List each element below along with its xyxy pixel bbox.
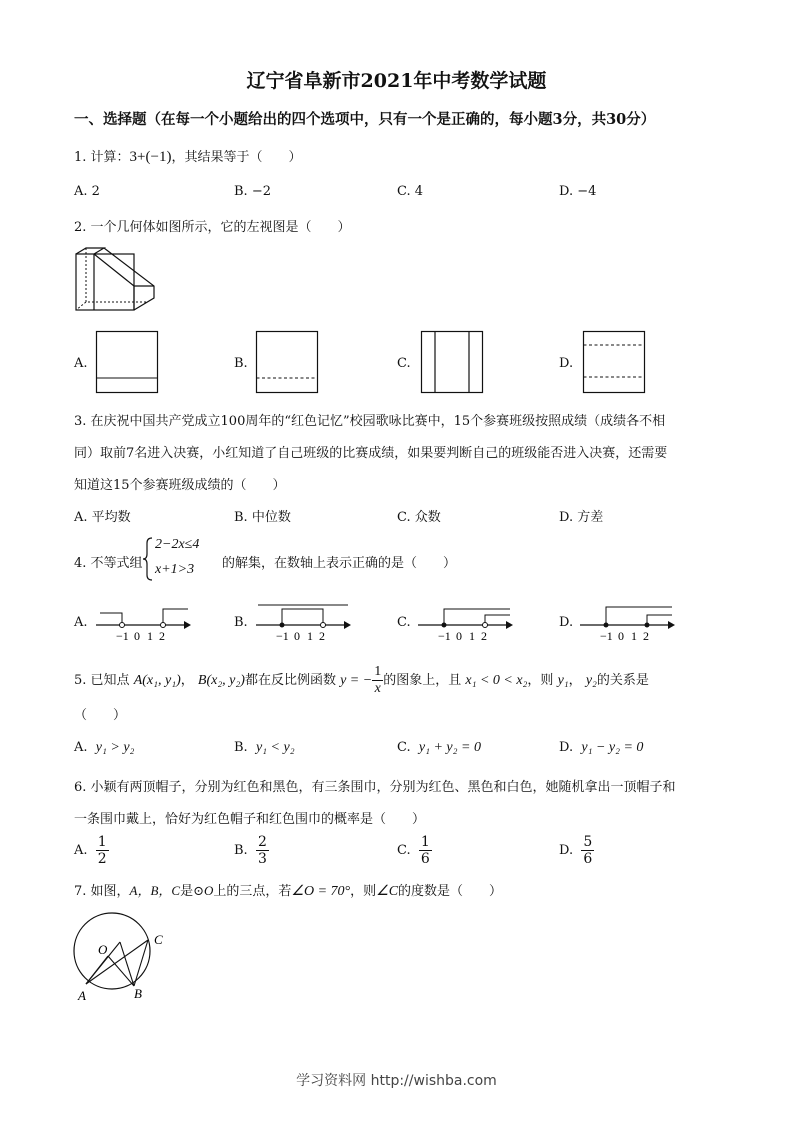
q5-func-denominator: x — [374, 681, 381, 696]
q7-points: A，B，C — [129, 883, 181, 898]
q4c-tick-1: 1 — [469, 629, 475, 643]
q1-option-b[interactable]: B. −2 — [234, 184, 271, 199]
q6-option-a[interactable] — [74, 834, 109, 867]
q5-stem-b: 都在反比例函数 — [244, 673, 336, 688]
q4-option-c-letter[interactable]: C. — [397, 615, 411, 630]
question-2-stem: 2. 一个几何体如图所示，它的左视图是（ ） — [74, 220, 351, 235]
q4b-tick-neg1: −1 — [276, 629, 289, 643]
q3-option-a[interactable]: A. 平均数 — [74, 510, 131, 525]
q5-option-c-letter: C. — [397, 740, 411, 755]
q6-line-1: 6. 小颖有两顶帽子，分别为红色和黑色，有三条围巾，分别为红色、黑色和白色，她随机拿出一顶帽子和 — [74, 780, 676, 795]
q6-a-numerator: 1 — [97, 834, 107, 850]
q2-option-b-letter[interactable]: B. — [234, 356, 248, 371]
q6-a-denominator: 2 — [97, 851, 107, 867]
q6-option-b[interactable] — [234, 834, 269, 867]
q6-option-d-letter: D. — [559, 843, 574, 858]
q5-stem-d: ，则 — [527, 673, 554, 688]
q4-stem-a: 4. 不等式组 — [74, 556, 143, 571]
q5-sep: ， — [180, 673, 194, 688]
q6-d-numerator: 5 — [583, 834, 593, 850]
q5-stem-e: 的关系是 — [596, 673, 649, 688]
q7-stem-a: 7. 如图， — [74, 884, 130, 899]
q6-option-d[interactable] — [559, 834, 594, 867]
q7-label-o: O — [98, 942, 108, 957]
q7-angle-c: ∠C — [376, 884, 399, 899]
q7-label-c: C — [154, 932, 163, 947]
q6-option-d-fraction — [581, 834, 594, 867]
q6-option-a-fraction — [96, 834, 109, 867]
q3-line-2: 同）取前7名进入决赛，小红知道了自己班级的比赛成绩，如果要判断自己的班级能否进入决赛，还需要 — [74, 446, 668, 461]
q5-y1: y₁ — [557, 673, 569, 688]
q6-option-c[interactable] — [397, 834, 432, 867]
left-brace-icon — [143, 537, 153, 581]
q4b-tick-2: 2 — [319, 629, 325, 643]
page-title: 辽宁省阜新市2021年中考数学试题 — [246, 70, 547, 92]
q5-option-a[interactable] — [74, 740, 134, 756]
q6-d-denominator: 6 — [583, 851, 593, 867]
q4a-tick-0: 0 — [134, 629, 140, 643]
q4b-tick-1: 1 — [307, 629, 313, 643]
question-1-stem — [74, 146, 301, 166]
q4d-tick-neg1: −1 — [600, 629, 613, 643]
q2-option-a-figure[interactable] — [96, 331, 158, 393]
q6-b-numerator: 2 — [257, 834, 267, 850]
q5-y2: y₂ — [585, 673, 597, 688]
question-5-stem — [74, 664, 649, 697]
q5-condition: x₁ < 0 < x₂ — [465, 673, 528, 688]
q7-circle-figure — [70, 914, 170, 1004]
q5-option-d-expr: y₁ − y₂ = 0 — [581, 740, 644, 755]
footer-watermark: 学习资料网 http://wishba.com — [296, 1073, 497, 1089]
q2-option-d-figure[interactable] — [583, 331, 645, 393]
q7-stem-c: 上的三点，若 — [213, 884, 292, 899]
q4d-tick-2: 2 — [643, 629, 649, 643]
q5-option-c-expr: y₁ + y₂ = 0 — [418, 740, 481, 755]
q4-stem-b: 的解集，在数轴上表示正确的是（ ） — [222, 556, 457, 571]
q7-condition: ∠O = 70° — [291, 884, 351, 899]
q6-c-numerator: 1 — [420, 834, 430, 850]
q1-option-d[interactable]: D. −4 — [559, 184, 597, 199]
q4b-tick-0: 0 — [294, 629, 300, 643]
q6-option-c-fraction — [419, 834, 432, 867]
q5-option-a-expr: y₁ > y₂ — [95, 740, 135, 755]
q7-center-o: O — [204, 883, 214, 898]
q7-label-b: B — [134, 986, 142, 1001]
q2-option-c-figure[interactable] — [421, 331, 483, 393]
q4-option-d-number-line[interactable] — [580, 603, 680, 643]
q5-option-b-letter: B. — [234, 740, 248, 755]
q7-stem-e: 的度数是（ ） — [398, 884, 503, 899]
q3-option-d[interactable]: D. 方差 — [559, 510, 604, 525]
q2-option-c-letter[interactable]: C. — [397, 356, 411, 371]
q4c-tick-neg1: −1 — [438, 629, 451, 643]
q5-stem-a: 5. 已知点 — [74, 673, 130, 688]
q5-function-lhs: y = − — [340, 673, 373, 688]
q4-option-c-number-line[interactable] — [418, 603, 518, 643]
q4d-tick-1: 1 — [631, 629, 637, 643]
q4-option-b-number-line[interactable] — [256, 603, 356, 643]
q7-label-a: A — [78, 988, 86, 1003]
q4a-tick-neg1: −1 — [116, 629, 129, 643]
q3-option-b[interactable]: B. 中位数 — [234, 510, 291, 525]
q3-line-3: 知道这15个参赛班级成绩的（ ） — [74, 478, 286, 493]
q4-inequality-1: 2−2x≤4 — [155, 537, 200, 552]
q1-expression: 3+(−1) — [129, 149, 172, 165]
q4-inequality-2: x+1>3 — [155, 562, 195, 577]
q1-option-a[interactable]: A. 2 — [74, 184, 100, 199]
q4c-tick-0: 0 — [456, 629, 462, 643]
q4-option-d-letter[interactable]: D. — [559, 615, 574, 630]
q3-option-c[interactable]: C. 众数 — [397, 510, 441, 525]
q4d-tick-0: 0 — [618, 629, 624, 643]
q5-option-a-letter: A. — [74, 740, 88, 755]
q5-option-d[interactable] — [559, 740, 643, 756]
q4a-tick-2: 2 — [159, 629, 165, 643]
q6-c-denominator: 6 — [420, 851, 430, 867]
q6-option-a-letter: A. — [74, 843, 88, 858]
q4-option-a-number-line[interactable] — [96, 603, 196, 643]
q5-point-a: A(x₁, y₁) — [133, 673, 181, 688]
q5-option-d-letter: D. — [559, 740, 574, 755]
q4-option-b-letter[interactable]: B. — [234, 615, 248, 630]
q5-option-c[interactable] — [397, 740, 481, 756]
q7-stem-d: ，则 — [350, 884, 377, 899]
q5-answer-paren: （ ） — [74, 708, 127, 723]
q5-function-fraction — [372, 664, 383, 697]
q2-solid-figure — [74, 246, 158, 314]
q5-option-b[interactable] — [234, 740, 295, 756]
q7-stem-b: 是⊙ — [180, 884, 205, 899]
q4c-tick-2: 2 — [481, 629, 487, 643]
q4a-tick-1: 1 — [147, 629, 153, 643]
q1-stem-b: ，其结果等于（ ） — [171, 150, 302, 165]
q1-stem-a: 1. 计算： — [74, 150, 130, 165]
q6-b-denominator: 3 — [257, 851, 267, 867]
q2-option-a-letter[interactable]: A. — [74, 356, 88, 371]
q2-option-b-figure[interactable] — [256, 331, 318, 393]
q1-option-c[interactable]: C. 4 — [397, 184, 424, 199]
q3-line-1: 3. 在庆祝中国共产党成立100周年的“红色记忆”校园歌咏比赛中，15个参赛班级按照成绩（成绩各不相 — [74, 414, 666, 429]
question-7-stem — [74, 880, 502, 900]
section-heading: 一、选择题（在每一个小题给出的四个选项中，只有一个是正确的，每小题3分，共30分） — [74, 111, 656, 128]
q5-comma: ， — [568, 673, 582, 688]
q5-func-numerator: 1 — [374, 664, 382, 679]
q5-stem-c: 的图象上，且 — [383, 673, 462, 688]
q5-point-b: B(x₂, y₂) — [197, 673, 245, 688]
q5-option-b-expr: y₁ < y₂ — [255, 740, 295, 755]
q4-option-a-letter[interactable]: A. — [74, 615, 88, 630]
q6-option-b-letter: B. — [234, 843, 248, 858]
q2-option-d-letter[interactable]: D. — [559, 356, 574, 371]
q6-option-b-fraction — [256, 834, 269, 867]
q6-line-2: 一条围巾戴上，恰好为红色帽子和红色围巾的概率是（ ） — [74, 812, 426, 827]
q6-option-c-letter: C. — [397, 843, 411, 858]
